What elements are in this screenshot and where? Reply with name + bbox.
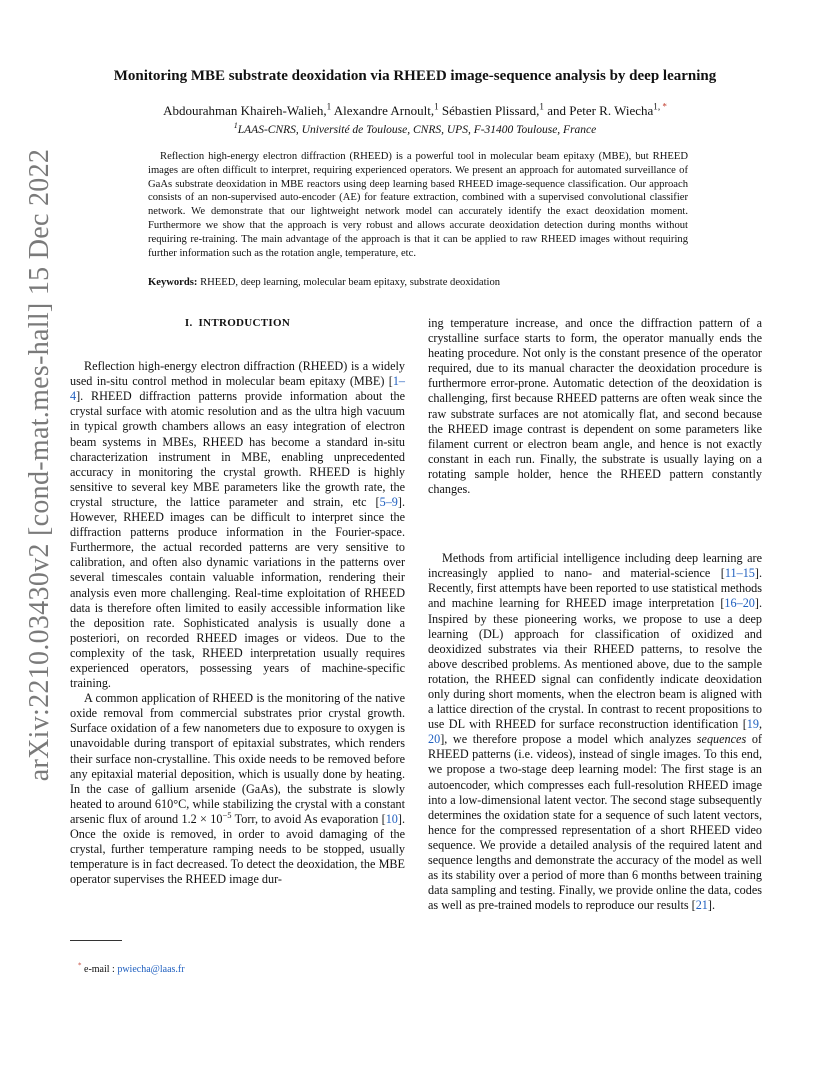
citation-link[interactable]: 11–15: [724, 566, 755, 581]
column-right: [428, 316, 762, 913]
footnote-rule: [70, 940, 122, 941]
author-list: Abdourahman Khaireh-Walieh,$^1$ Alexandre Arnoult,$^1$ Sébastien Plissard,$^1$ and Peter R. Wiecha$^{1, *}$: [163, 101, 667, 118]
paper-title: Monitoring MBE substrate deoxidation via RHEED image-sequence analysis by deep learning: [113, 68, 717, 84]
citation-link[interactable]: 10: [385, 811, 398, 826]
author-name: Peter R. Wiecha: [569, 103, 654, 118]
author-name: Abdourahman Khaireh-Walieh,: [163, 103, 327, 118]
paragraph: Reflection high-energy electron diffraction (RHEED) is a widely used in-situ control method in molecular beam epitaxy (MBE) [1–4]. RHEED diffraction patterns provide information about the crystal surface with atomic resolution and as the ultra high vacuum in typical growth chambers allows an easy integration of electron beam systems in MBEs, RHEED has become a standard in-situ characterization instrument in MBE, enabling unprecedented accuracy in monitoring the crystal growth. RHEED is highly sensitive to several key MBE parameters like the growth rate, the crystal structure, the lattice parameter and strain, etc [5–9]. However, RHEED images can be difficult to interpret since the diffraction patterns produce information in the Fourier-space. Furthermore, the actual recorded patterns are very sensitive to calibration, and often also dynamic variations in the patterns over several timescales contain valuable information, rendering their analysis even more challenging. Real-time exploitation of RHEED data is therefore often limited to easily accessible information like the deposition rate. Sophisticated analysis is usually done a posteriori, on recorded RHEED images or videos. Due to the complexity of the task, RHEED interpretation usually requires experienced operators, possessing years of machine-specific training.: [70, 359, 405, 691]
author-name: Alexandre Arnoult,: [333, 103, 435, 118]
paragraph: ing temperature increase, and once the diffraction pattern of a crystalline surface starts to form, the operator manually ends the heating procedure. Not only is the constant presence of the operator required, due to its manual character the deoxidation procedure is furthermore error-prone. Automatic detection of the deoxidation is challenging, first because RHEED patterns are often weak since the raw substrate surfaces are not atomically flat, and second because the RHEED image contrast is dependent on some parameters like filament current or electron beam angle, and hence is not exactly constant in each run. Finally, the substrate is usually laying on a rotating sample holder, hence the RHEED pattern constantly changes.: [428, 316, 762, 497]
citation-link[interactable]: 5–9: [379, 494, 398, 509]
footnote-mark: *: [78, 961, 82, 970]
author-sup: 1: [326, 101, 332, 112]
citation-link[interactable]: 19: [746, 717, 759, 732]
footnote: [78, 961, 185, 975]
arxiv-stamp-text: arXiv:2210.03430v2 [cond-mat.mes-hall] 15 Dec 2022: [24, 148, 55, 782]
citation-link[interactable]: 16–20: [724, 596, 755, 611]
citation-link[interactable]: 1–4: [70, 374, 405, 404]
affiliation-text: LAAS-CNRS, Université de Toulouse, CNRS, UPS, F-31400 Toulouse, France: [237, 124, 597, 136]
citation-link[interactable]: 21: [695, 898, 708, 913]
section-heading: [70, 316, 405, 331]
affiliation: [70, 121, 760, 136]
affiliation-sup: 1: [233, 121, 238, 131]
author-sup: 1, *: [653, 101, 667, 112]
citation-link[interactable]: 20: [428, 732, 441, 747]
keywords-text: RHEED, deep learning, molecular beam epitaxy, substrate deoxidation: [200, 277, 501, 288]
paragraph: Methods from artificial intelligence including deep learning are increasingly applied to nano- and material-science [11–15]. Recently, first attempts have been reported to use statistical methods and machine learning for RHEED image interpretation [16–20]. Inspired by these pioneering works, we propose to use a deep learning (DL) approach for classification of oxidized and deoxidized substrates via their RHEED patterns, to resolve the above described problems. As mentioned above, due to the sample rotation, the RHEED signal can confidently indicate deoxidation only during short moments, when the electron beam is aligned with a lattice direction of the crystal. In contrast to recent propositions to use DL with RHEED for surface reconstruction identification [19, 20], we therefore propose a model which analyzes sequences of RHEED patterns (i.e. videos), instead of single images. To this end, we propose a two-stage deep learning model: The first stage is an autoencoder, which compresses each full-resolution RHEED image into a low-dimensional latent vector. The second stage subsequently determines the oxidation state for a sequence of such latent vectors, hence for the compressed representation of a short RHEED video sequence. We provide a detailed analysis of the required latent and sequence lengths and demonstrate the accuracy of the model as well as its stability over a period of more than 6 months between training data sampling and testing. Finally, we provide online the data, codes as well as pre-trained models to reproduce our results [21].: [428, 551, 762, 913]
abstract: Reflection high-energy electron diffraction (RHEED) is a powerful tool in molecular beam epitaxy (MBE), but RHEED images are often difficult to interpret, requiring experienced operators. We present an approach for automated surveillance of GaAs substrate deoxidation in MBE reactors using deep learning based RHEED image-sequence classification. Our approach consists of an non-supervised auto-encoder (AE) for feature extraction, combined with a supervised convolutional classifier network. We demonstrate that our lightweight network model can accurately identify the exact deoxidation moment. Furthermore we show that the approach is very robust and allows accurate deoxidation detection during months without requiring re-training. The main advantage of the approach is that it can be applied to raw RHEED images without requiring further information such as the rotation angle, temperature, etc.: [148, 151, 688, 259]
paragraph: A common application of RHEED is the monitoring of the native oxide removal from commercial substrates prior crystal growth. Surface oxidation of a few nanometers due to exposure to oxygen is unavoidable during transport of epitaxial substrates, which renders their surface non-crystalline. This oxide needs to be removed before any epitaxial material deposition, which is usually done by heating. In the case of gallium arsenide (GaAs), the substrate is slowly heated to around 610°C, while stabilizing the crystal with a constant arsenic flux of around $1.2 \times 10^{-5}$ Torr, to avoid As evaporation [10]. Once the oxide is removed, in order to avoid damaging of the crystal, further temperature ramping needs to be stopped, usually temperature is in fact decreased. To detect the deoxidation, the MBE operator supervises the RHEED image dur-: [70, 691, 405, 887]
section-title: INTRODUCTION: [198, 317, 291, 329]
author-sup: 1: [539, 101, 544, 112]
footnote-label: e-mail :: [84, 964, 115, 975]
superscript: −5: [222, 809, 232, 820]
keywords-label: Keywords:: [148, 277, 198, 288]
emphasis: sequences: [696, 732, 747, 747]
column-left: [70, 316, 405, 887]
section-number: I.: [184, 317, 193, 329]
arxiv-stamp: [20, 148, 60, 782]
keywords: [148, 276, 688, 290]
author-name: Sébastien Plissard,: [441, 103, 540, 118]
email-link[interactable]: pwiecha@laas.fr: [117, 964, 185, 975]
author-sup: 1: [434, 101, 439, 112]
